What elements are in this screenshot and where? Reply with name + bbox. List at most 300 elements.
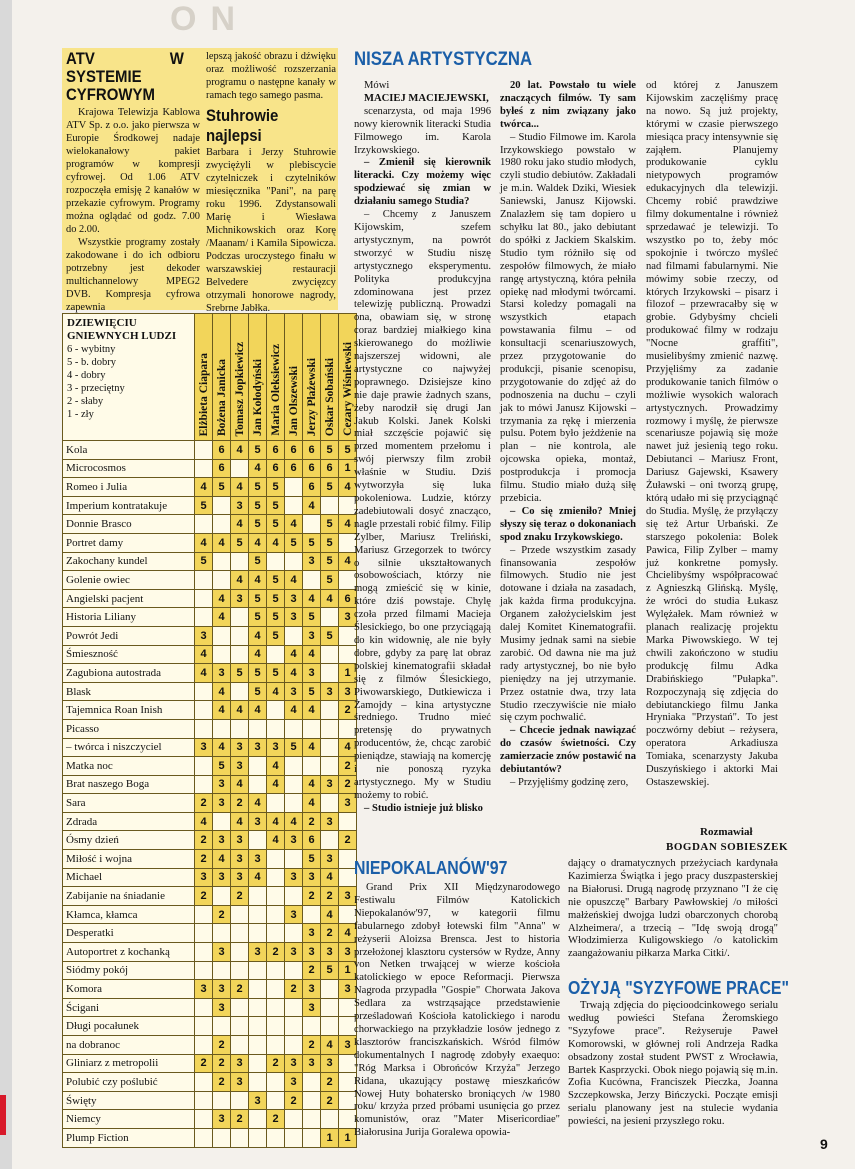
score-cell bbox=[213, 812, 231, 831]
niepok-text-2: dający o dramatycznych przeżyciach kardynała Kazimierza Świątka i jego pracy duszpasterskiej na Białorusi. Drugą nagrodę przyznano "I że cię nie opuszczę" Barbary Pawłowskiej /o miłości małżeńskiej dwojga ludzi obarczonych chorobą Alzheimera/, a trzecią – "Idę swoją drogą" Włodzimierza Kuligowskiego /o katolickim zaangażowaniu piłkarza Marka Citki/. bbox=[568, 858, 778, 960]
score-cell: 4 bbox=[267, 682, 285, 701]
score-cell: 4 bbox=[231, 812, 249, 831]
credit-name: BOGDAN SOBIESZEK bbox=[666, 841, 789, 853]
atv-column-1 bbox=[66, 50, 200, 314]
score-cell: 2 bbox=[195, 887, 213, 906]
score-cell: 6 bbox=[285, 441, 303, 460]
score-cell: 3 bbox=[249, 1091, 267, 1110]
score-cell: 2 bbox=[339, 701, 357, 720]
table-row bbox=[63, 589, 357, 608]
interview-question: – Zmienił się kierownik literacki. Czy możemy więc spodziewać się zmian w działaniu samego Studia? bbox=[354, 157, 491, 208]
score-cell: 4 bbox=[231, 571, 249, 590]
score-cell: 3 bbox=[321, 775, 339, 794]
film-title: Zdrada bbox=[63, 812, 195, 831]
score-cell bbox=[285, 775, 303, 794]
score-cell: 4 bbox=[249, 533, 267, 552]
legend-item: 6 - wybitny bbox=[67, 344, 116, 355]
score-cell: 2 bbox=[213, 905, 231, 924]
score-cell: 6 bbox=[213, 459, 231, 478]
score-cell: 4 bbox=[285, 645, 303, 664]
score-cell: 1 bbox=[339, 961, 357, 980]
score-cell: 4 bbox=[213, 608, 231, 627]
score-cell: 2 bbox=[303, 1036, 321, 1055]
score-cell bbox=[321, 757, 339, 776]
score-cell: 3 bbox=[285, 1054, 303, 1073]
syzyf-title: OŻYJĄ "SYZYFOWE PRACE" bbox=[568, 978, 789, 998]
score-cell: 3 bbox=[231, 738, 249, 757]
critic-name: Cezary Wiśniewski bbox=[341, 342, 354, 436]
table-row bbox=[63, 1017, 357, 1036]
critic-name: Bożena Janicka bbox=[215, 359, 228, 436]
score-cell: 4 bbox=[231, 701, 249, 720]
score-cell bbox=[231, 905, 249, 924]
stuhr-title: Stuhrowie najlepsi bbox=[206, 106, 279, 145]
score-cell: 3 bbox=[321, 682, 339, 701]
interview-text: – Chcemy z Januszem Kijowskim, szefem artystycznym, na powrót stworzyć w Studiu niszę artystycznego eksperymentu. Polityka produkcyjna zdominowana jest przez telewizję publiczną. Prowadzi ona, obawiam się, w stronę coraz bardziej miałkiego kina skierowanego do możliwie najszerszej widowni, ale artystyczne co najwyżej poprawnego. Dzisiejsze kino nie daje prawie żadnych szans, żeby narodził się drugi Jan Jakub Kolski. Janek Kolski miał szczęście pojawić się przed momentem przełomu i swój pierwszy film zrobił właśnie w Studiu. Dziś wytworzyła się luka pokoleniowa. Ludzie, którzy zadebiutowali dosyć znacząco, nagle przestali robić filmy. Filip Zylber, Mariusz Treliński, Mariusz Grzegorzek to twórcy o silnie ukształtowanych osobowościach, którzy nie mogą zmieścić się w kinie, które dziś powstaje. Chylę czoła przed filmami Macieja Ślesickiego, bo one przyciągają do kin widownię, ale nie były dobre, gdyby za parę lat obraz polskiej kinematografii składał się z filmów Ślesickiego, Piwowarskiego, Dutkiewicza i Żamojdy – kina artystyczne średniego. Trudno mieć pretensję do prywatnych producentów, że, chcąc zarobić pieniądze, stawiają na komercję i nie ponoszą ryzyka artystycznego. My w Studiu możemy to robić. bbox=[354, 209, 491, 801]
score-cell: 3 bbox=[285, 682, 303, 701]
score-cell bbox=[285, 626, 303, 645]
score-cell: 3 bbox=[285, 831, 303, 850]
score-cell bbox=[195, 515, 213, 534]
score-cell bbox=[249, 757, 267, 776]
score-cell bbox=[321, 701, 339, 720]
atv-paragraph-1: Krajowa Telewizja Kablowa ATV Sp. z o.o. jako pierwsza w Europie Środkowej nadaje wielokanałowy pakiet programów w kompresji cyfrowej. Od 1.06 ATV rozpoczęła emisję 2 kanałów w przekazie cyfrowym. Programy można oglądać od godz. 7.00 do 2.00. bbox=[66, 107, 200, 235]
score-cell: 6 bbox=[267, 441, 285, 460]
score-cell: 5 bbox=[249, 608, 267, 627]
critic-name: Oskar Sobański bbox=[323, 357, 336, 436]
score-cell: 4 bbox=[303, 701, 321, 720]
score-cell: 3 bbox=[285, 1073, 303, 1092]
score-cell: 4 bbox=[213, 682, 231, 701]
table-row bbox=[63, 998, 357, 1017]
score-cell: 2 bbox=[267, 943, 285, 962]
page-edge bbox=[0, 0, 12, 1169]
film-title: Miłość i wojna bbox=[63, 850, 195, 869]
score-cell: 2 bbox=[213, 1073, 231, 1092]
table-row bbox=[63, 1073, 357, 1092]
score-cell bbox=[195, 589, 213, 608]
table-row bbox=[63, 645, 357, 664]
score-cell: 5 bbox=[213, 757, 231, 776]
score-cell: 3 bbox=[339, 1036, 357, 1055]
nisza-column-2 bbox=[500, 80, 636, 790]
score-cell: 4 bbox=[267, 775, 285, 794]
film-title: Komora bbox=[63, 980, 195, 999]
score-cell: 5 bbox=[267, 664, 285, 683]
score-cell: 5 bbox=[321, 533, 339, 552]
score-cell: 6 bbox=[213, 441, 231, 460]
table-row bbox=[63, 943, 357, 962]
score-cell bbox=[303, 515, 321, 534]
table-row bbox=[63, 664, 357, 683]
score-cell: 4 bbox=[195, 645, 213, 664]
credit-label: Rozmawiał bbox=[700, 826, 753, 838]
score-cell bbox=[267, 1036, 285, 1055]
score-cell bbox=[249, 1128, 267, 1147]
score-cell: 3 bbox=[339, 608, 357, 627]
score-cell: 5 bbox=[267, 608, 285, 627]
score-cell: 5 bbox=[267, 626, 285, 645]
score-cell: 3 bbox=[267, 738, 285, 757]
score-cell: 2 bbox=[339, 757, 357, 776]
score-cell bbox=[231, 608, 249, 627]
score-cell: 4 bbox=[285, 515, 303, 534]
score-cell bbox=[285, 998, 303, 1017]
score-cell: 4 bbox=[231, 478, 249, 497]
score-cell bbox=[267, 719, 285, 738]
score-cell bbox=[195, 571, 213, 590]
table-row bbox=[63, 1091, 357, 1110]
score-cell: 5 bbox=[249, 478, 267, 497]
film-title: Długi pocałunek bbox=[63, 1017, 195, 1036]
film-title: Niemcy bbox=[63, 1110, 195, 1129]
score-cell: 5 bbox=[249, 515, 267, 534]
score-cell: 3 bbox=[213, 998, 231, 1017]
atv-paragraph-2: Wszystkie programy zostały zakodowane i do ich odbioru potrzebny jest dekoder multichannelowy MPEG2 DVB. Kompresja cyfrowa zapewnia bbox=[66, 237, 200, 313]
score-cell: 3 bbox=[195, 626, 213, 645]
score-cell bbox=[213, 645, 231, 664]
table-row bbox=[63, 626, 357, 645]
score-cell: 5 bbox=[231, 664, 249, 683]
score-cell: 1 bbox=[339, 1128, 357, 1147]
score-cell: 3 bbox=[303, 868, 321, 887]
score-cell: 3 bbox=[249, 738, 267, 757]
score-cell bbox=[213, 1091, 231, 1110]
interview-text: – Przyjęliśmy godzinę zero, bbox=[510, 776, 629, 788]
table-row bbox=[63, 1036, 357, 1055]
film-title: Zakochany kundel bbox=[63, 552, 195, 571]
score-cell: 4 bbox=[303, 775, 321, 794]
score-cell: 3 bbox=[231, 868, 249, 887]
score-cell bbox=[213, 1128, 231, 1147]
score-cell: 4 bbox=[267, 831, 285, 850]
interview-question: 20 lat. Powstało tu wiele znaczących filmów. Ty sam byłeś z nim związany jako twórca... bbox=[500, 80, 636, 130]
score-cell: 4 bbox=[339, 478, 357, 497]
score-cell: 3 bbox=[213, 943, 231, 962]
score-cell bbox=[285, 1110, 303, 1129]
table-row bbox=[63, 682, 357, 701]
score-cell bbox=[303, 1073, 321, 1092]
score-cell: 2 bbox=[321, 1091, 339, 1110]
score-cell: 4 bbox=[213, 701, 231, 720]
film-title: Kola bbox=[63, 441, 195, 460]
score-cell bbox=[231, 645, 249, 664]
score-cell bbox=[195, 943, 213, 962]
score-cell: 3 bbox=[231, 589, 249, 608]
score-cell: 5 bbox=[285, 738, 303, 757]
film-title: Portret damy bbox=[63, 533, 195, 552]
film-title: Romeo i Julia bbox=[63, 478, 195, 497]
score-cell bbox=[303, 1017, 321, 1036]
table-row bbox=[63, 515, 357, 534]
score-cell: 3 bbox=[285, 905, 303, 924]
table-row bbox=[63, 1054, 357, 1073]
interview-text: scenarzysta, od maja 1996 nowy kierownik literacki Studia Filmowego im. Karola Irzykowskiego. bbox=[354, 105, 491, 156]
score-cell bbox=[285, 794, 303, 813]
score-cell: 1 bbox=[321, 1128, 339, 1147]
score-cell: 4 bbox=[285, 571, 303, 590]
score-cell: 1 bbox=[339, 664, 357, 683]
score-cell: 3 bbox=[321, 850, 339, 869]
score-cell: 4 bbox=[321, 1036, 339, 1055]
score-cell: 5 bbox=[267, 478, 285, 497]
score-cell: 4 bbox=[249, 571, 267, 590]
table-row bbox=[63, 571, 357, 590]
score-cell: 6 bbox=[321, 459, 339, 478]
score-cell: 3 bbox=[213, 980, 231, 999]
score-cell bbox=[195, 1110, 213, 1129]
score-cell: 3 bbox=[195, 868, 213, 887]
score-cell bbox=[213, 552, 231, 571]
nisza-column-1 bbox=[354, 80, 491, 816]
interview-question: – Co się zmieniło? Mniej słyszy się teraz o dokonaniach spod znaku Irzykowskiego. bbox=[500, 505, 636, 543]
critic-header bbox=[249, 314, 267, 441]
score-cell bbox=[249, 1017, 267, 1036]
ghost-heading: ON bbox=[170, 0, 249, 38]
legend-item: 3 - przeciętny bbox=[67, 383, 125, 394]
film-title: – twórca i niszczyciel bbox=[63, 738, 195, 757]
score-cell: 3 bbox=[285, 608, 303, 627]
score-cell bbox=[267, 645, 285, 664]
score-cell bbox=[267, 905, 285, 924]
score-cell bbox=[249, 961, 267, 980]
score-cell: 4 bbox=[267, 812, 285, 831]
nisza-column-3 bbox=[646, 80, 778, 790]
film-title: Śmieszność bbox=[63, 645, 195, 664]
score-cell bbox=[303, 1110, 321, 1129]
score-cell: 5 bbox=[321, 626, 339, 645]
score-cell: 2 bbox=[231, 794, 249, 813]
score-cell: 4 bbox=[321, 905, 339, 924]
score-cell bbox=[285, 850, 303, 869]
table-row bbox=[63, 887, 357, 906]
score-cell: 5 bbox=[195, 552, 213, 571]
score-cell: 4 bbox=[249, 626, 267, 645]
film-title: Ścigani bbox=[63, 998, 195, 1017]
score-cell: 3 bbox=[303, 998, 321, 1017]
score-cell: 2 bbox=[303, 887, 321, 906]
score-cell: 3 bbox=[249, 943, 267, 962]
ratings-title: DZIEWIĘCIU GNIEWNYCH LUDZI bbox=[67, 317, 177, 342]
score-cell bbox=[303, 1091, 321, 1110]
syzyf-text: Trwają zdjęcia do pięcioodcinkowego serialu według powieści Stefana Żeromskiego "Syzyfowe prace". Reżyseruje Paweł Komorowski, w głównej roli Andrzeja Radka obsadzony został student PWST z Wrocławia, Bartek Kasprzycki. Obok niego pojawią się m.in. Zofia Kucówna, Franciszek Pieczka, Joanna Szczepkowska, Jerzy Bińczycki. Począte emisji serialu planowany jest na stulecie wydania powieści, na jesieni przyszłego roku. bbox=[568, 1000, 778, 1128]
table-row bbox=[63, 757, 357, 776]
score-cell: 4 bbox=[213, 738, 231, 757]
score-cell: 2 bbox=[267, 1054, 285, 1073]
score-cell: 5 bbox=[321, 961, 339, 980]
score-cell: 2 bbox=[231, 887, 249, 906]
score-cell: 2 bbox=[195, 831, 213, 850]
score-cell bbox=[285, 1128, 303, 1147]
score-cell: 4 bbox=[195, 812, 213, 831]
score-cell bbox=[249, 905, 267, 924]
table-row bbox=[63, 905, 357, 924]
score-cell: 3 bbox=[285, 589, 303, 608]
score-cell: 5 bbox=[267, 589, 285, 608]
score-cell: 4 bbox=[195, 533, 213, 552]
score-cell: 5 bbox=[249, 552, 267, 571]
interview-text: – Przede wszystkim zasady finansowania zespołów filmowych. Studio nie jest dotowane i działa na zasadach, jak każda firma produkcyjna. Organem założycielskim jest dalej Komitet Kinematografii. Musimy jednak sami na siebie zarobić. Od dawna nie ma już rady artystycznej, bo nie było pieniędzy na jej utrzymanie. Przez ostatnie dwa, trzy lata Studio rzeczywiście nie miało się czym pochwalić. bbox=[500, 544, 636, 724]
score-cell bbox=[231, 459, 249, 478]
score-cell: 3 bbox=[213, 868, 231, 887]
score-cell: 4 bbox=[213, 850, 231, 869]
table-row bbox=[63, 459, 357, 478]
score-cell: 3 bbox=[303, 626, 321, 645]
interview-question: – Studio istnieje już blisko bbox=[364, 802, 483, 814]
score-cell: 5 bbox=[267, 515, 285, 534]
score-cell bbox=[249, 1054, 267, 1073]
score-cell: 2 bbox=[213, 1054, 231, 1073]
score-cell bbox=[285, 961, 303, 980]
score-cell bbox=[303, 1128, 321, 1147]
niepok-title: NIEPOKALANÓW'97 bbox=[354, 858, 508, 878]
score-cell bbox=[267, 868, 285, 887]
film-title: Sara bbox=[63, 794, 195, 813]
score-cell: 3 bbox=[213, 664, 231, 683]
red-tab-marker bbox=[0, 1095, 6, 1135]
score-cell: 3 bbox=[321, 943, 339, 962]
score-cell: 3 bbox=[213, 831, 231, 850]
score-cell bbox=[321, 496, 339, 515]
critic-header bbox=[285, 314, 303, 441]
score-cell: 2 bbox=[321, 1073, 339, 1092]
score-cell bbox=[195, 1128, 213, 1147]
score-cell: 6 bbox=[303, 459, 321, 478]
score-cell bbox=[321, 1017, 339, 1036]
table-row bbox=[63, 738, 357, 757]
ratings-table bbox=[62, 313, 357, 1148]
score-cell bbox=[303, 719, 321, 738]
score-cell: 3 bbox=[249, 812, 267, 831]
film-title: Imperium kontratakuje bbox=[63, 496, 195, 515]
score-cell bbox=[195, 719, 213, 738]
score-cell bbox=[285, 496, 303, 515]
film-title: Święty bbox=[63, 1091, 195, 1110]
score-cell bbox=[321, 608, 339, 627]
score-cell bbox=[195, 459, 213, 478]
score-cell bbox=[195, 757, 213, 776]
critic-header bbox=[321, 314, 339, 441]
film-title: Siódmy pokój bbox=[63, 961, 195, 980]
interview-text: – Studio Filmowe im. Karola Irzykowskiego powstało w 1980 roku jako studio młodych, czyli studio debiutów. Zakładali je m.in. Waldek Dziki, Wiesiek Saniewski, Janusz Kijowski. Znalazłem się tam dopiero u schyłku lat 80., jako debiutant do spółki z Jackiem Skalskim. Studio tym różniło się od zespołów filmowych, że miało rangę artystyczną, która pełniła opiekę nad młodymi twórcami. Starsi koledzy pomagali na wszystkich etapach powstawania filmu – od konsultacji scenariuszowych, przez przygotowanie do produkcji, pisanie scenopisu, przygotowanie do zdjęć aż do podnoszenia na duchu – czyli jak to mówi Janusz Kijowski – trzymania za rękę i mierzenia pulsu. Potem było jeżdżenie na plan – nie kontrola, ale ojcowska opieka, montaż, postprodukcja i promocja filmu. Studio miało dużą siłę przebicia. bbox=[500, 131, 636, 504]
score-cell bbox=[231, 626, 249, 645]
score-cell: 5 bbox=[321, 441, 339, 460]
score-cell bbox=[213, 1017, 231, 1036]
score-cell: 3 bbox=[231, 496, 249, 515]
table-row bbox=[63, 478, 357, 497]
film-title: Zabijanie na śniadanie bbox=[63, 887, 195, 906]
table-row bbox=[63, 961, 357, 980]
score-cell: 5 bbox=[195, 496, 213, 515]
score-cell: 4 bbox=[267, 757, 285, 776]
score-cell bbox=[267, 1128, 285, 1147]
table-row bbox=[63, 552, 357, 571]
critic-header bbox=[267, 314, 285, 441]
score-cell bbox=[267, 701, 285, 720]
score-cell: 5 bbox=[213, 478, 231, 497]
legend-item: 5 - b. dobry bbox=[67, 357, 116, 368]
score-cell bbox=[213, 626, 231, 645]
film-title: Golenie owiec bbox=[63, 571, 195, 590]
score-cell bbox=[195, 1073, 213, 1092]
score-cell bbox=[249, 1073, 267, 1092]
score-cell: 5 bbox=[321, 552, 339, 571]
film-title: Kłamca, kłamca bbox=[63, 905, 195, 924]
score-cell bbox=[195, 1091, 213, 1110]
score-cell bbox=[249, 980, 267, 999]
score-cell: 3 bbox=[231, 757, 249, 776]
score-cell: 3 bbox=[303, 664, 321, 683]
score-cell: 4 bbox=[231, 441, 249, 460]
film-title: Autoportret z kochanką bbox=[63, 943, 195, 962]
film-title: Desperatki bbox=[63, 924, 195, 943]
score-cell: 2 bbox=[321, 887, 339, 906]
score-cell: 3 bbox=[339, 943, 357, 962]
score-cell bbox=[231, 682, 249, 701]
table-row bbox=[63, 701, 357, 720]
score-cell: 5 bbox=[321, 515, 339, 534]
score-cell bbox=[285, 757, 303, 776]
score-cell: 4 bbox=[285, 701, 303, 720]
score-cell bbox=[231, 1017, 249, 1036]
film-title: Historia Liliany bbox=[63, 608, 195, 627]
score-cell: 3 bbox=[285, 868, 303, 887]
score-cell: 2 bbox=[231, 980, 249, 999]
score-cell: 4 bbox=[213, 589, 231, 608]
score-cell bbox=[321, 645, 339, 664]
score-cell bbox=[285, 478, 303, 497]
score-cell: 5 bbox=[303, 682, 321, 701]
score-cell bbox=[267, 1017, 285, 1036]
niepok-text-1: Grand Prix XII Międzynarodowego Festiwalu Filmów Katolickich Niepokalanów'97, w kategorii filmu fabularnego zdobył łotewski film "Anna" w reżyserii Aloizsa Brensca. Jest to historia przełożonej klasztoru cystersów w Rydze, Anny von Netken trwającej w wierze kościoła katolickiego w epoce Reformacji. Pierwsza Nagroda przypadła "Gospie" Chorwata Jakova Sedlara za wstrząsające przedstawienie prześladowań Kościoła katolickiego i narodu chorwackiego na przykładzie losów jednego z klasztorów franciszkańskich. Wśród filmów dokumentalnych I nagrodę zdobyły exaequo: "Róg Marksa i Obrońców Krzyża" Jerzego Ridana, ukazujący postawę mieszkańców Nowej Huty bohatersko broniących /w 1980 roku/ krzyża przed próbami usunięcia go przez komunistów, oraz "Mater Misericordiae" Białorusina Jurija Goralewa opowia- bbox=[354, 882, 560, 1139]
score-cell: 3 bbox=[231, 1073, 249, 1092]
film-title: Gliniarz z metropolii bbox=[63, 1054, 195, 1073]
page-number: 9 bbox=[820, 1136, 828, 1152]
score-cell: 6 bbox=[339, 589, 357, 608]
score-cell bbox=[195, 1017, 213, 1036]
score-cell bbox=[195, 682, 213, 701]
score-cell bbox=[195, 441, 213, 460]
score-cell: 3 bbox=[285, 943, 303, 962]
score-cell: 3 bbox=[231, 831, 249, 850]
niepok-column-2 bbox=[568, 858, 778, 961]
film-title: Picasso bbox=[63, 719, 195, 738]
score-cell bbox=[303, 571, 321, 590]
table-row bbox=[63, 1110, 357, 1129]
critic-name: Jan Kołodyński bbox=[251, 358, 264, 436]
score-cell: 3 bbox=[213, 794, 231, 813]
score-cell bbox=[249, 775, 267, 794]
score-cell: 3 bbox=[339, 682, 357, 701]
score-cell: 2 bbox=[213, 1036, 231, 1055]
score-cell: 2 bbox=[195, 1054, 213, 1073]
table-row bbox=[63, 812, 357, 831]
table-row bbox=[63, 775, 357, 794]
score-cell: 3 bbox=[339, 887, 357, 906]
table-row bbox=[63, 868, 357, 887]
score-cell: 3 bbox=[303, 552, 321, 571]
film-title: Michael bbox=[63, 868, 195, 887]
critic-header bbox=[213, 314, 231, 441]
score-cell bbox=[249, 887, 267, 906]
score-cell: 5 bbox=[339, 441, 357, 460]
film-title: Microcosmos bbox=[63, 459, 195, 478]
score-cell: 5 bbox=[303, 533, 321, 552]
score-cell: 3 bbox=[339, 794, 357, 813]
table-row bbox=[63, 924, 357, 943]
stuhr-text: Barbara i Jerzy Stuhrowie zwyciężyli w plebiscycie czytelniczek i czytelników miesięcznika "Pani", na parę roku 1996. Zdystansowali Marię i Wiesława Michnikowskich oraz Korę /Maanam/ i Kamila Sipowicza. Podczas uroczystego finału w warszawskiej restauracji Belvedere zwycięzcy otrzymali honorowe nagrody, Srebrne Jabłka. bbox=[206, 147, 336, 314]
film-title: Brat naszego Boga bbox=[63, 775, 195, 794]
